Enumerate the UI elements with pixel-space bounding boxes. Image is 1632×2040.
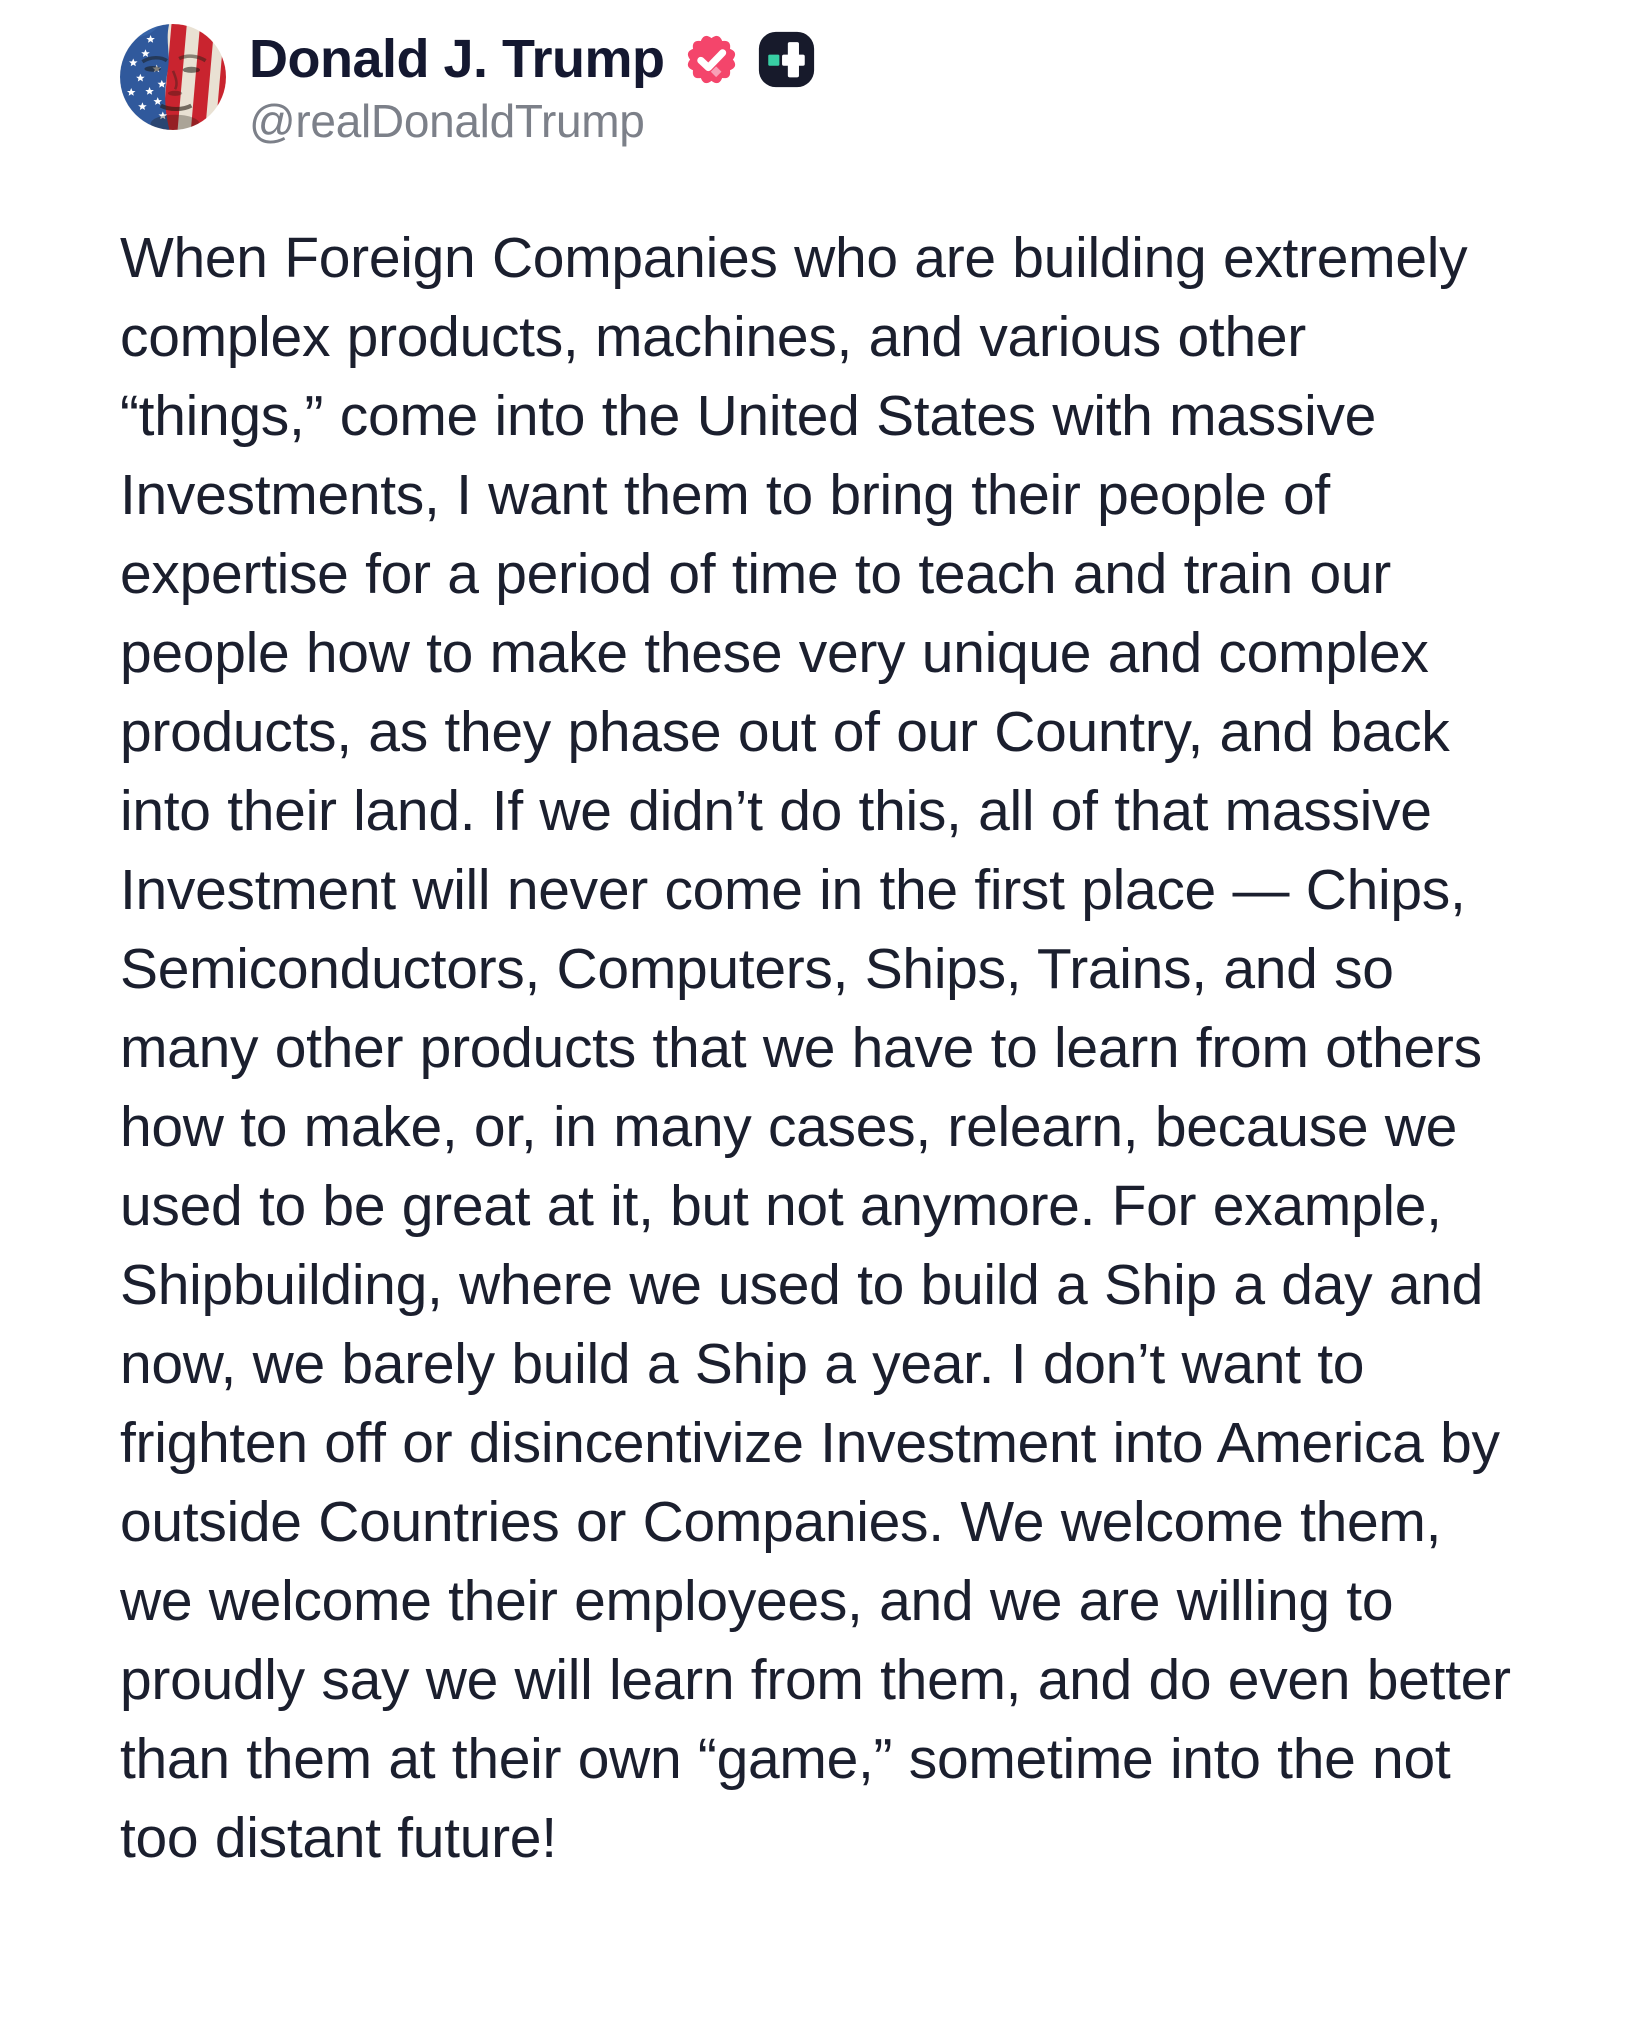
author-handle[interactable]: @realDonaldTrump [249,95,645,148]
verified-badge-icon [683,31,740,88]
display-name[interactable]: Donald J. Trump [249,29,665,89]
author-name-row [249,30,815,89]
author-block [249,24,815,147]
truth-plus-badge-icon [758,31,815,88]
post-body-text: When Foreign Companies who are building extremely complex products, machines, and various other “things,” come into the United States with massive Investments, I want them to bring their people of expertise for a period of time to teach and train our people how to make these very unique and complex products, as they phase out of our Country, and back into their land. If we didn’t do this, all of that massive Investment will never come in the first place — Chips, Semiconductors, Computers, Ships, Trains, and so many other products that we have to learn from others how to make, or, in many cases, relearn, because we used to be great at it, but not anymore. For example, Shipbuilding, where we used to build a Ship a day and now, we barely build a Ship a year. I don’t want to frighten off or disincentivize Investment into America by outside Countries or Companies. We welcome them, we welcome their employees, and we are willing to proudly say we will learn from them, and do even better than them at their own “game,” sometime into the not too distant future! [120,225,1511,1870]
flag-face-avatar-image [120,24,226,130]
avatar[interactable] [120,24,226,130]
post-header [120,24,1514,147]
